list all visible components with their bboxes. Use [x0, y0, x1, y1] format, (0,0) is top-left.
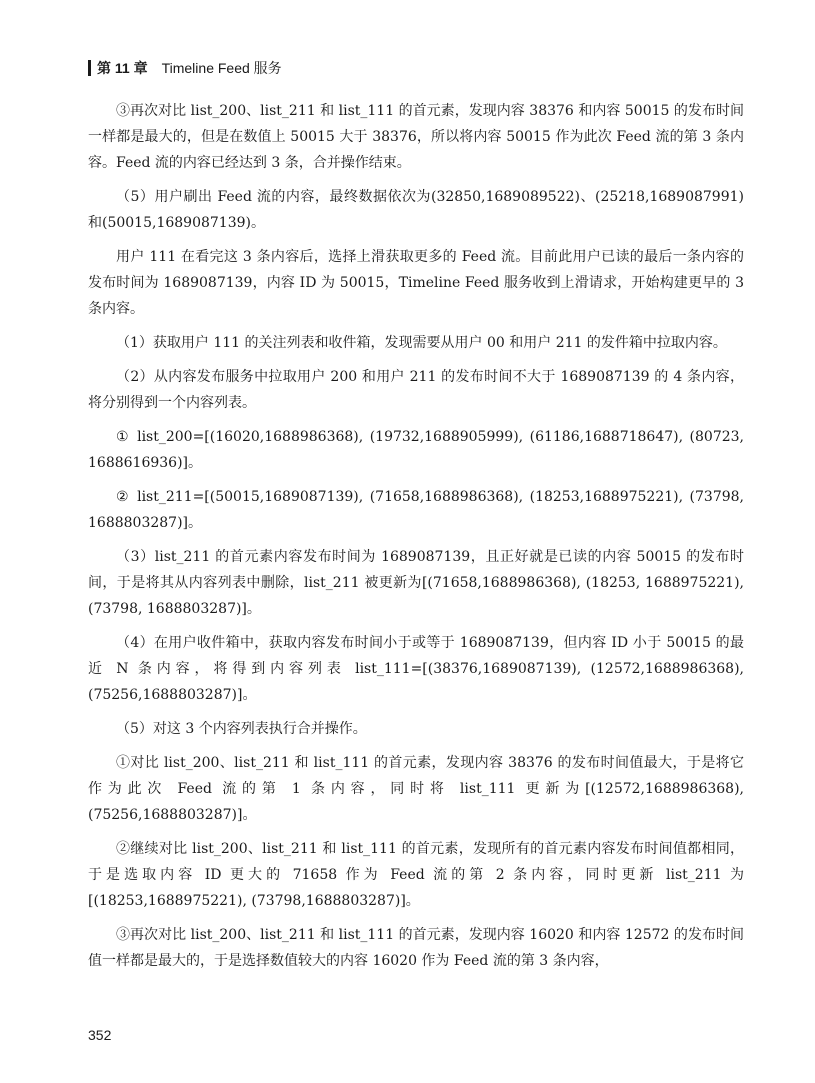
paragraph: ② list_211=[(50015,1689087139), (71658,1688986368), (18253,1688975221), (73798, 1688803287)]。: [88, 489, 744, 531]
paragraph: （5）用户刷出 Feed 流的内容，最终数据依次为(32850,1689089522)、(25218,1689087991)和(50015,1689087139)。: [88, 189, 744, 231]
header-bar: [88, 60, 91, 76]
running-header: [88, 58, 282, 78]
paragraph: ②继续对比 list_200、list_211 和 list_111 的首元素，发现所有的首元素内容发布时间值都相同，于是选取内容 ID 更大的 71658 作为 Feed 流的第 2 条内容，同时更新 list_211 为[(18253,1688975221), (73798,1688803287)]。: [88, 841, 744, 909]
paragraph: （2）从内容发布服务中拉取用户 200 和用户 211 的发布时间不大于 1689087139 的 4 条内容，将分别得到一个内容列表。: [88, 369, 744, 411]
page-number: 352: [88, 1027, 112, 1043]
chapter-number: 第 11 章: [97, 60, 148, 76]
paragraph: 用户 111 在看完这 3 条内容后，选择上滑获取更多的 Feed 流。目前此用户已读的最后一条内容的发布时间为 1689087139，内容 ID 为 50015，Timeline Feed 服务收到上滑请求，开始构建更早的 3 条内容。: [88, 249, 744, 317]
paragraph: （5）对这 3 个内容列表执行合并操作。: [116, 721, 367, 737]
paragraph: （4）在用户收件箱中，获取内容发布时间小于或等于 1689087139，但内容 ID 小于 50015 的最近 N 条内容，将得到内容列表 list_111=[(38376,1689087139), (12572,1688986368), (75256,1688803287)]。: [88, 635, 744, 703]
paragraph: ③再次对比 list_200、list_211 和 list_111 的首元素，发现内容 38376 和内容 50015 的发布时间一样都是最大的，但是在数值上 50015 大于 38376，所以将内容 50015 作为此次 Feed 流的第 3 条内容。Feed 流的内容已经达到 3 条，合并操作结束。: [88, 103, 744, 171]
paragraph: （3）list_211 的首元素内容发布时间为 1689087139，且正好就是已读的内容 50015 的发布时间，于是将其从内容列表中删除，list_211 被更新为[(71658,1688986368), (18253, 1688975221), (73798, 1688803287)]。: [88, 549, 744, 617]
paragraph: ③再次对比 list_200、list_211 和 list_111 的首元素，发现内容 16020 和内容 12572 的发布时间值一样都是最大的，于是选择数值较大的内容 16020 作为 Feed 流的第 3 条内容，: [88, 927, 744, 969]
chapter-title: Timeline Feed 服务: [161, 60, 282, 76]
paragraph: （1）获取用户 111 的关注列表和收件箱，发现需要从用户 00 和用户 211 的发件箱中拉取内容。: [116, 335, 727, 351]
paragraph: ①对比 list_200、list_211 和 list_111 的首元素，发现内容 38376 的发布时间值最大，于是将它作为此次 Feed 流的第 1 条内容，同时将 list_111 更新为[(12572,1688986368), (75256,1688803287)]。: [88, 755, 744, 823]
paragraph: ① list_200=[(16020,1688986368), (19732,1688905999), (61186,1688718647), (80723, 1688616936)]。: [88, 429, 744, 471]
body-text: [88, 98, 744, 982]
